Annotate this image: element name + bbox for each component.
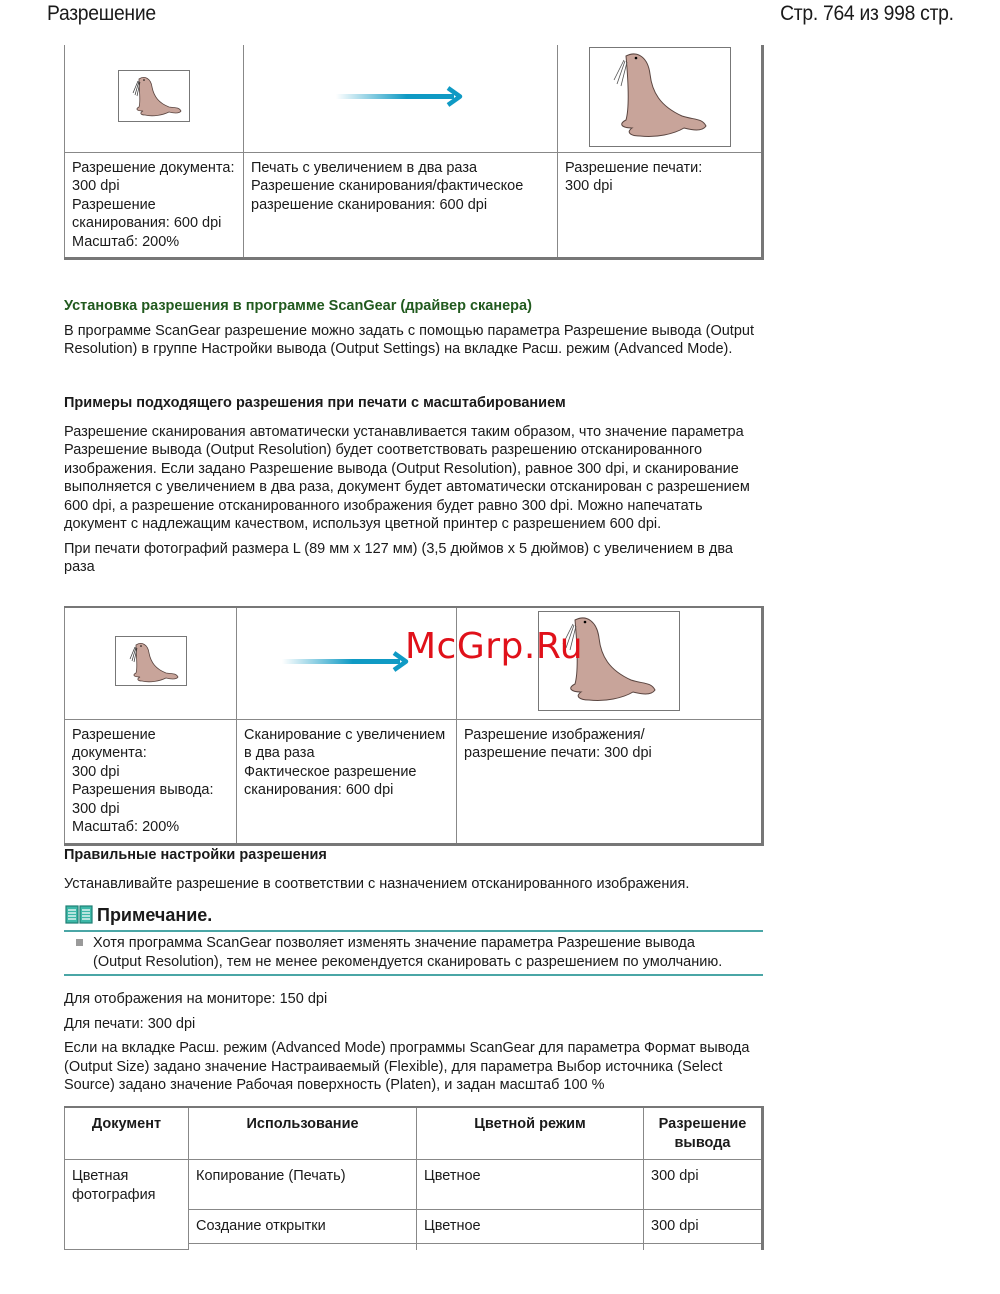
bullet-icon	[76, 939, 83, 946]
document-resolution-cell	[65, 152, 244, 259]
cell-line: разрешение сканирования: 600 dpi	[251, 196, 488, 213]
image-cell	[558, 45, 763, 152]
section-text: При печати фотографий размера L (89 мм x 127 мм) (3,5 дюймов x 5 дюймов) с увеличением в два раза	[64, 540, 733, 575]
header-color-mode: Цветной режим	[417, 1107, 644, 1160]
cell-line: Разрешение изображения/	[464, 726, 645, 743]
cell-usage: Копирование (Печать)	[189, 1160, 417, 1210]
cell-mode: Цветное	[417, 1210, 644, 1244]
header-output-resolution: Разрешение вывода	[644, 1107, 763, 1160]
cell-line: разрешение печати: 300 dpi	[464, 745, 652, 761]
print-resolution-cell	[457, 719, 763, 844]
image-cell	[65, 607, 237, 719]
cell-line: Разрешение печати:	[565, 159, 703, 176]
cell-line: 300 dpi	[72, 178, 120, 194]
cell-line: Масштаб: 200%	[72, 233, 180, 250]
book-icon	[65, 904, 93, 926]
cell-line: Сканирование с увеличением	[244, 726, 446, 743]
document-resolution-cell	[65, 719, 237, 844]
process-cell	[237, 719, 457, 844]
section-correct-settings	[64, 846, 764, 893]
blue-arrow-icon	[336, 85, 466, 107]
seal-small-icon	[115, 636, 187, 686]
cell-line: Печать с увеличением в два раза	[251, 159, 478, 176]
monitor-dpi: Для отображения на мониторе: 150 dpi	[64, 991, 328, 1007]
note-text	[93, 934, 722, 972]
section-text: Разрешение сканирования автоматически устанавливается таким образом, что значение параметра Разрешение вывода (Output Resolution) будет соответствовать разрешению отсканированного изображения. Если задано Разрешение вывода (Output Resolution), равное 300 dpi, и сканирование выполняется с увеличением в два раза, документ будет автоматически отсканирован с разрешением 600 dpi, а разрешение отсканированного изображения будет равно 300 dpi. Можно напечатать документ с надлежащим качеством, используя цветной принтер с разрешением 600 dpi.	[64, 423, 750, 532]
table-row	[65, 1160, 763, 1210]
note-line: (Output Resolution), тем не менее рекомендуется сканировать с разрешением по умолчанию.	[93, 954, 723, 970]
watermark: McGrp.Ru	[405, 626, 584, 667]
seal-large-icon	[589, 47, 731, 147]
image-cell	[65, 45, 244, 152]
seal-small-icon	[118, 70, 190, 122]
cell-line: Разрешение документа:	[72, 159, 235, 176]
section-text: В программе ScanGear разрешение можно задать с помощью параметра Разрешение вывода (Output Resolution) в группе Настройки вывода (Output Settings) на вкладке Расш. режим (Advanced Mode).	[64, 322, 754, 357]
note-title: Примечание.	[97, 905, 213, 925]
section-scaling-examples	[64, 394, 764, 577]
cell-line: Разрешение сканирования/фактическое	[251, 178, 524, 194]
section-heading: Установка разрешения в программе ScanGear (драйвер сканера)	[64, 298, 532, 314]
cell-usage	[189, 1243, 417, 1250]
cell-line: Разрешения вывода:	[72, 782, 214, 798]
cell-line: в два раза	[244, 745, 315, 761]
cell-resolution	[644, 1243, 763, 1250]
note-header	[64, 904, 763, 932]
section-heading: Примеры подходящего разрешения при печати с масштабированием	[64, 395, 566, 411]
cell-resolution: 300 dpi	[644, 1210, 763, 1244]
cell-document: Цветная фотография	[65, 1160, 189, 1250]
process-cell	[244, 152, 558, 259]
blue-arrow-icon	[282, 650, 412, 672]
section-text: Устанавливайте разрешение в соответствии с назначением отсканированного изображения.	[64, 875, 690, 892]
header-document: Документ	[65, 1107, 189, 1160]
section-scangear	[64, 297, 764, 359]
cell-line: Фактическое разрешение	[244, 763, 417, 780]
cell-usage: Создание открытки	[189, 1210, 417, 1244]
resolution-table	[64, 1106, 764, 1250]
note-body	[64, 933, 763, 976]
scan-example-table-1	[64, 45, 764, 260]
page-counter: Стр. 764 из 998 стр.	[780, 2, 954, 25]
section-heading: Правильные настройки разрешения	[64, 847, 327, 863]
cell-mode: Цветное	[417, 1160, 644, 1210]
scangear-conditions: Если на вкладке Расш. режим (Advanced Mode) программы ScanGear для параметра Формат вывода (Output Size) задано значение Настраиваемый (Flexible), для параметра Выбор источника (Select Source) задано значение Рабочая поверхность (Platen), и задан масштаб 100 %	[64, 1040, 750, 1093]
image-cell	[244, 45, 558, 152]
note-line: Хотя программа ScanGear позволяет изменять значение параметра Разрешение вывода	[93, 935, 695, 951]
recommendations	[64, 990, 764, 1095]
cell-resolution: 300 dpi	[644, 1160, 763, 1210]
page-title: Разрешение	[47, 2, 156, 25]
header-usage: Использование	[189, 1107, 417, 1160]
print-resolution-cell	[558, 152, 763, 259]
cell-line: 300 dpi	[565, 178, 613, 194]
cell-line: Масштаб: 200%	[72, 819, 180, 835]
cell-line: сканирования: 600 dpi	[72, 215, 222, 231]
cell-line: 300 dpi	[72, 800, 120, 817]
cell-line: сканирования: 600 dpi	[244, 782, 394, 798]
cell-line: 300 dpi	[72, 763, 120, 780]
print-dpi: Для печати: 300 dpi	[64, 1015, 196, 1032]
cell-line: Разрешение	[72, 196, 156, 213]
cell-mode	[417, 1243, 644, 1250]
cell-line: Разрешение документа:	[72, 726, 156, 761]
